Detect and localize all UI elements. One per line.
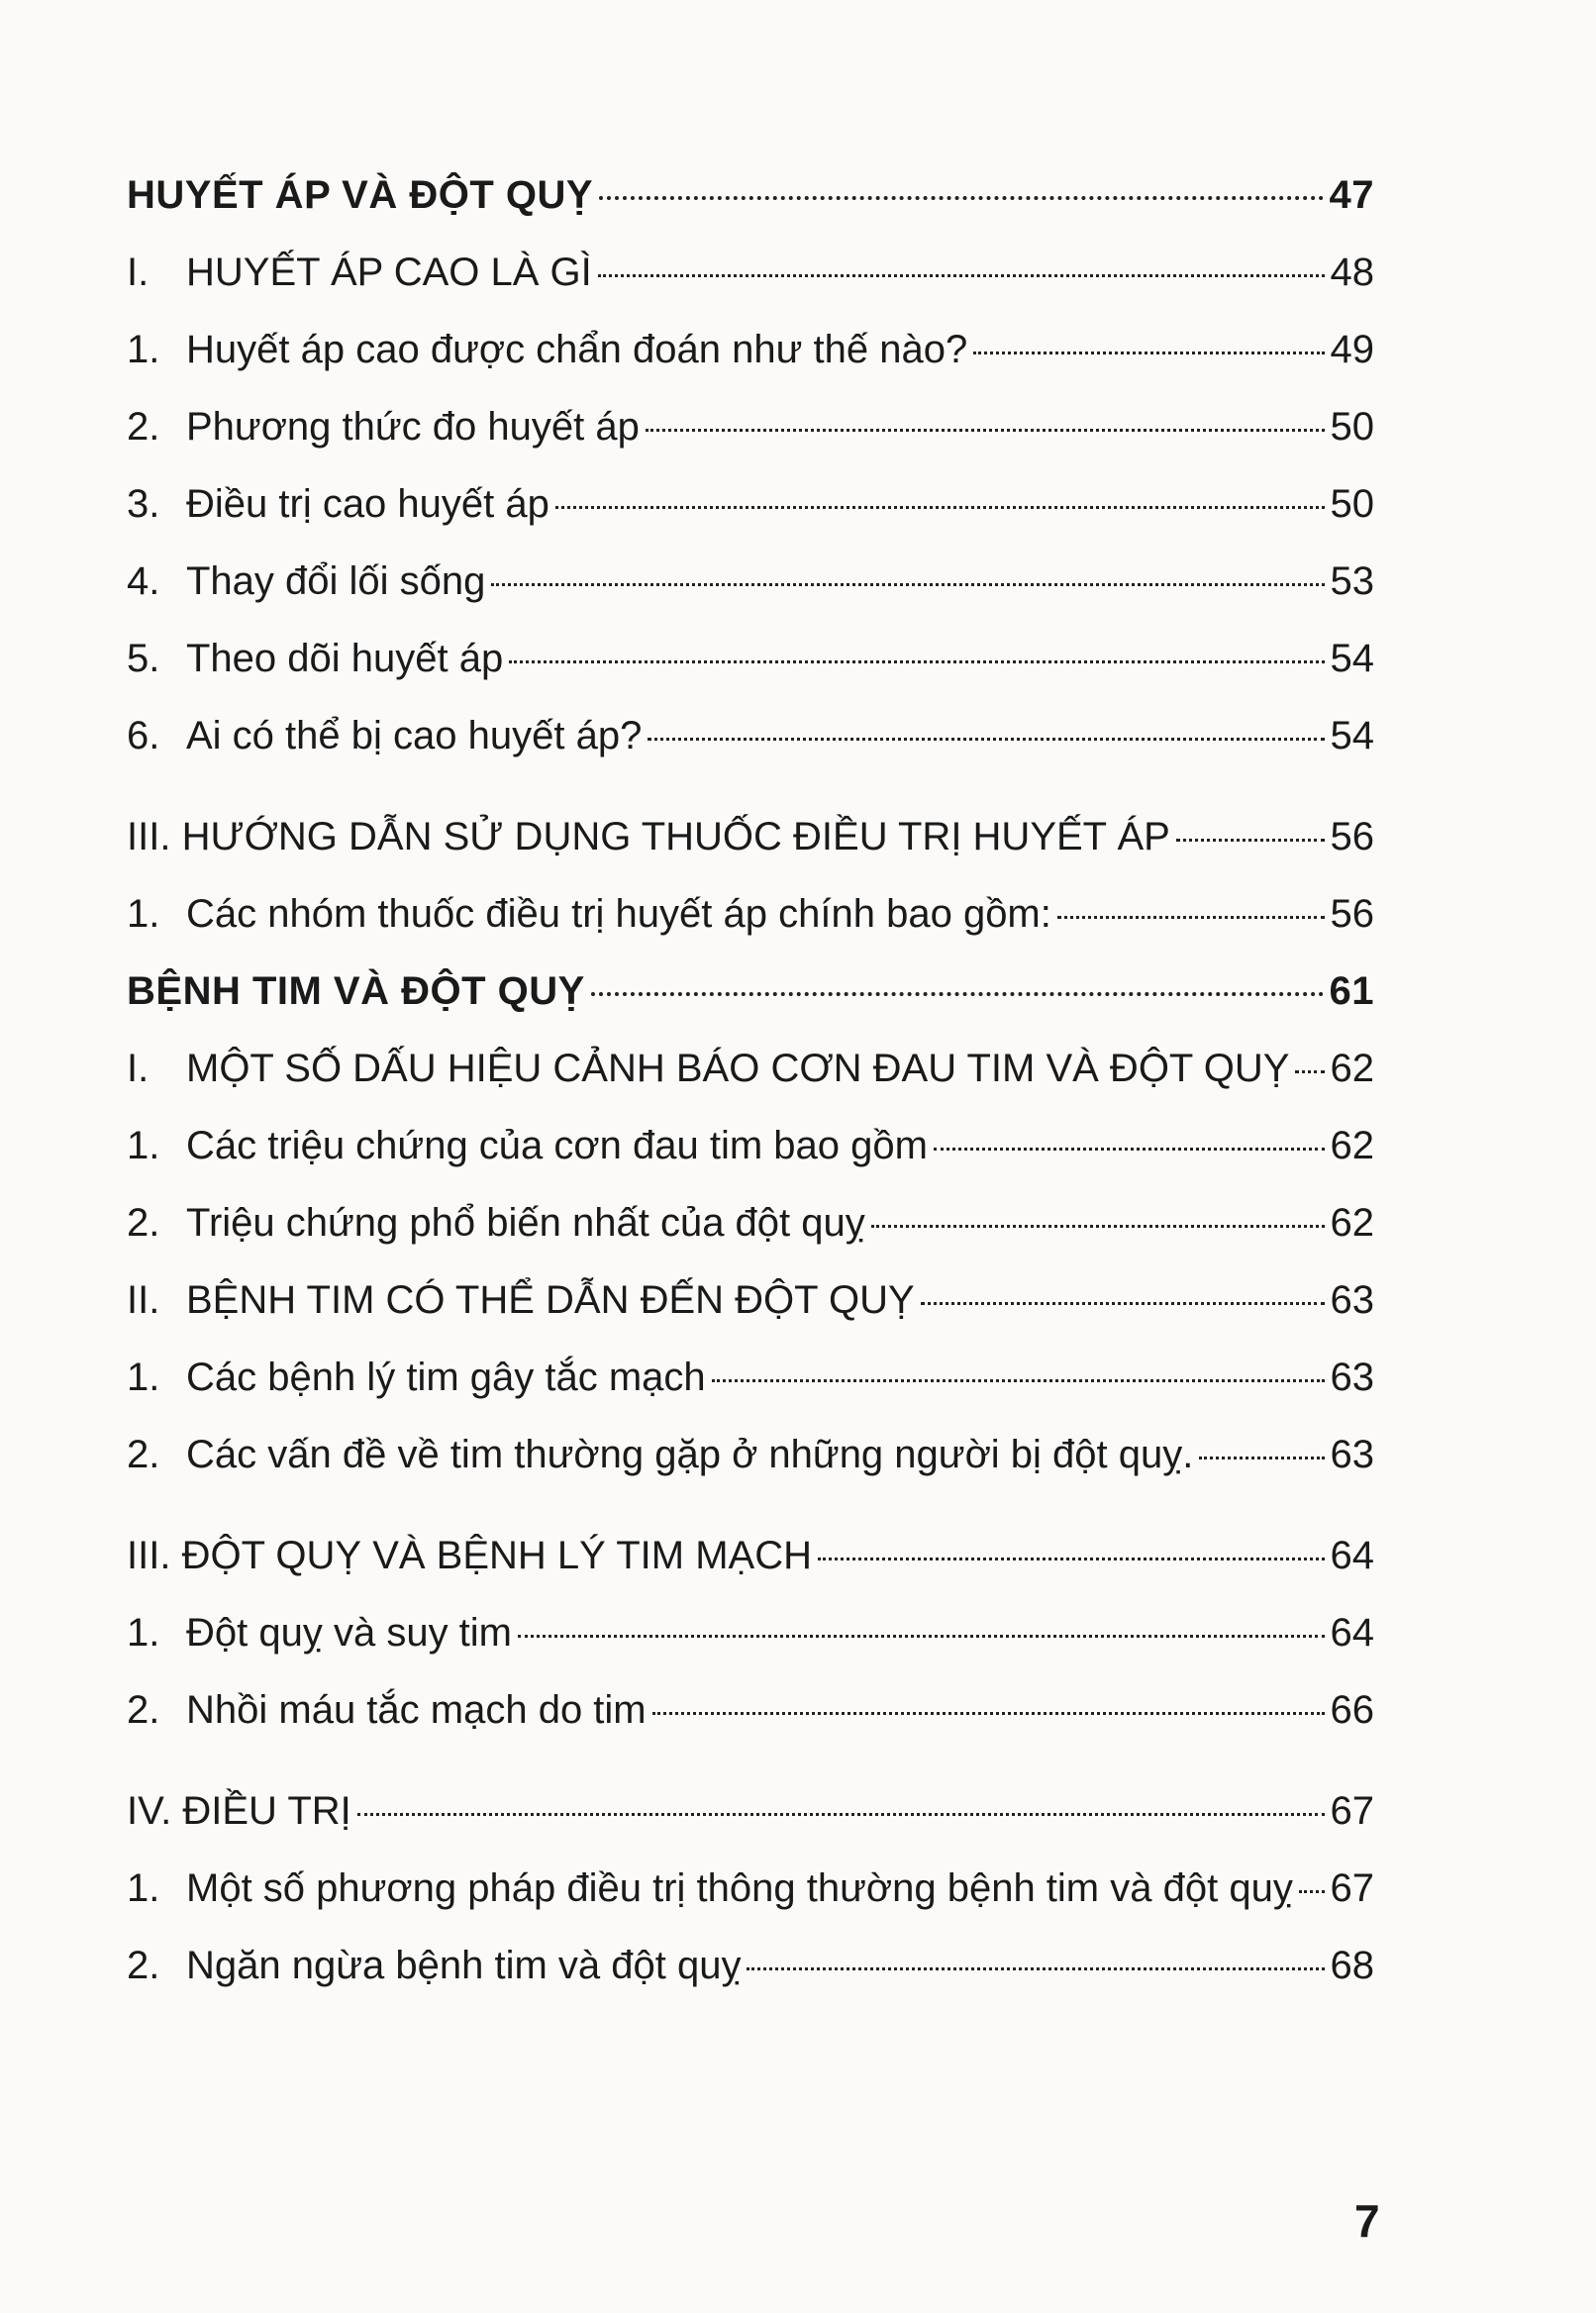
toc-entry-page: 49 [1330, 328, 1374, 371]
toc-entry-title: Các bệnh lý tim gây tắc mạch [186, 1356, 706, 1399]
toc-chapter-entry [127, 953, 1374, 1030]
toc-entry-title: Phương thức đo huyết áp [186, 405, 640, 449]
dot-leader [973, 352, 1324, 354]
toc-entry-number: 5. [127, 637, 160, 680]
dot-leader [1176, 839, 1325, 842]
toc-entry-number: 6. [127, 714, 160, 757]
toc-entry-page: 54 [1330, 637, 1374, 680]
toc-entry-number: 1. [127, 1866, 160, 1910]
toc-entry-number: III. [127, 815, 171, 858]
toc-section-entry [127, 1517, 1374, 1594]
toc-entry-page: 56 [1330, 815, 1374, 858]
toc-entry-page: 63 [1330, 1433, 1374, 1476]
toc-entry-title [127, 1772, 351, 1850]
toc-sub-entry [127, 543, 1374, 620]
toc-section-entry [127, 1261, 1374, 1339]
toc-entry-title-text: ĐỘT QUỴ VÀ BỆNH LÝ TIM MẠCH [181, 1534, 812, 1577]
toc-entry-number: I. [127, 1047, 150, 1090]
dot-leader [712, 1379, 1325, 1382]
toc-entry-number: I. [127, 251, 150, 294]
toc-sub-entry [127, 1339, 1374, 1416]
toc-section-entry [127, 1030, 1374, 1107]
toc-entry-page: 50 [1330, 482, 1374, 526]
toc-entry-number: 2. [127, 1688, 160, 1732]
toc-entry-title: Các nhóm thuốc điều trị huyết áp chính bao gồm: [186, 892, 1051, 936]
toc-sub-entry [127, 1671, 1374, 1749]
toc-sub-entry [127, 1184, 1374, 1261]
dot-leader [555, 506, 1325, 509]
toc-entry-number: 4. [127, 559, 160, 603]
toc-entry-title: Thay đổi lối sống [186, 559, 486, 603]
toc-entry-page: 47 [1329, 173, 1374, 217]
toc-entry-number: 1. [127, 328, 160, 371]
toc-sub-entry [127, 697, 1374, 774]
dot-leader [1299, 1890, 1325, 1893]
toc-entry-page: 67 [1330, 1866, 1374, 1910]
dot-leader [1199, 1457, 1324, 1459]
dot-leader [509, 660, 1324, 663]
dot-leader [598, 274, 1325, 277]
toc-entry-page: 48 [1330, 251, 1374, 294]
toc-entry-title: Đột quỵ và suy tim [186, 1611, 513, 1655]
toc-entry-page: 56 [1330, 892, 1374, 936]
dot-leader [652, 1712, 1325, 1715]
toc-entry-number: II. [127, 1278, 160, 1322]
dot-leader [934, 1148, 1325, 1151]
dot-leader [818, 1558, 1325, 1560]
toc-sub-entry [127, 311, 1374, 388]
toc-entry-page: 62 [1330, 1201, 1374, 1245]
toc-entry-page: 64 [1330, 1534, 1374, 1577]
toc-entry-page: 68 [1330, 1944, 1374, 1987]
toc-entry-title: Điều trị cao huyết áp [186, 482, 549, 526]
dot-leader [921, 1302, 1325, 1305]
toc-entry-page: 62 [1330, 1124, 1374, 1167]
toc-sub-entry [127, 875, 1374, 953]
toc-entry-title-text: HƯỚNG DẪN SỬ DỤNG THUỐC ĐIỀU TRỊ HUYẾT ÁP [181, 815, 1170, 858]
toc-entry-title: Một số phương pháp điều trị thông thường bệnh tim và đột quỵ [186, 1866, 1293, 1910]
dot-leader [357, 1813, 1325, 1816]
toc-entry-page: 61 [1329, 969, 1374, 1013]
toc-entry-number: III. [127, 1534, 171, 1577]
toc-entry-title: Ai có thể bị cao huyết áp? [186, 714, 643, 757]
toc-entry-title: HUYẾT ÁP VÀ ĐỘT QUỴ [127, 173, 594, 217]
toc-entry-page: 62 [1330, 1047, 1374, 1090]
toc-entry-number: 2. [127, 1433, 160, 1476]
toc-entry-number: 1. [127, 892, 160, 936]
dot-leader [747, 1967, 1324, 1970]
dot-leader [646, 429, 1325, 432]
dot-leader [591, 992, 1324, 996]
toc-entry-title: BỆNH TIM VÀ ĐỘT QUỴ [127, 969, 585, 1013]
toc-entry-page: 63 [1330, 1278, 1374, 1322]
toc-entry-title [127, 798, 1170, 875]
toc-entry-number: 2. [127, 1201, 160, 1245]
dot-leader [648, 738, 1324, 741]
toc-entry-title: Các triệu chứng của cơn đau tim bao gồm [186, 1124, 928, 1167]
toc-chapter-entry [127, 156, 1374, 234]
toc-entry-number: 1. [127, 1124, 160, 1167]
toc-entry-page: 66 [1330, 1688, 1374, 1732]
toc-entry-title: Theo dõi huyết áp [186, 637, 504, 680]
page-number: 7 [1354, 2195, 1380, 2247]
toc-entry-title: Các vấn đề về tim thường gặp ở những người bị đột quỵ. [186, 1433, 1194, 1476]
toc-entry-title: MỘT SỐ DẤU HIỆU CẢNH BÁO CƠN ĐAU TIM VÀ ĐỘT QUỴ [186, 1047, 1290, 1090]
toc-entry-number: IV. [127, 1789, 172, 1833]
toc-sub-entry [127, 1416, 1374, 1493]
toc-sub-entry [127, 465, 1374, 543]
toc-entry-page: 54 [1330, 714, 1374, 757]
toc-entry-title: HUYẾT ÁP CAO LÀ GÌ [186, 251, 592, 294]
toc-section-entry [127, 798, 1374, 875]
toc-entry-title: Triệu chứng phổ biến nhất của đột quỵ [186, 1201, 865, 1245]
dot-leader [491, 583, 1324, 586]
toc-sub-entry [127, 620, 1374, 697]
toc-entry-page: 50 [1330, 405, 1374, 449]
toc-entry-title: Huyết áp cao được chẩn đoán như thế nào? [186, 328, 968, 371]
dot-leader [518, 1635, 1324, 1638]
toc-section-entry [127, 234, 1374, 311]
dot-leader [871, 1225, 1325, 1228]
toc-entry-number: 1. [127, 1611, 160, 1655]
toc-entry-title: Ngăn ngừa bệnh tim và đột quỵ [186, 1944, 742, 1987]
table-of-contents [127, 156, 1374, 2004]
toc-entry-page: 53 [1330, 559, 1374, 603]
toc-entry-title: BỆNH TIM CÓ THỂ DẪN ĐẾN ĐỘT QUỴ [186, 1278, 915, 1322]
toc-entry-title-text: ĐIỀU TRỊ [182, 1789, 351, 1833]
toc-entry-number: 2. [127, 405, 160, 449]
toc-section-entry [127, 1772, 1374, 1850]
toc-entry-page: 64 [1330, 1611, 1374, 1655]
toc-sub-entry [127, 1927, 1374, 2004]
toc-entry-page: 67 [1330, 1789, 1374, 1833]
toc-entry-number: 3. [127, 482, 160, 526]
toc-sub-entry [127, 1107, 1374, 1184]
dot-leader [599, 196, 1323, 200]
toc-entry-title: Nhồi máu tắc mạch do tim [186, 1688, 647, 1732]
toc-entry-title [127, 1517, 812, 1594]
toc-sub-entry [127, 1850, 1374, 1927]
toc-sub-entry [127, 388, 1374, 465]
toc-entry-number: 1. [127, 1356, 160, 1399]
dot-leader [1295, 1070, 1324, 1073]
dot-leader [1057, 916, 1325, 919]
toc-entry-page: 63 [1330, 1356, 1374, 1399]
toc-sub-entry [127, 1594, 1374, 1671]
toc-entry-number: 2. [127, 1944, 160, 1987]
